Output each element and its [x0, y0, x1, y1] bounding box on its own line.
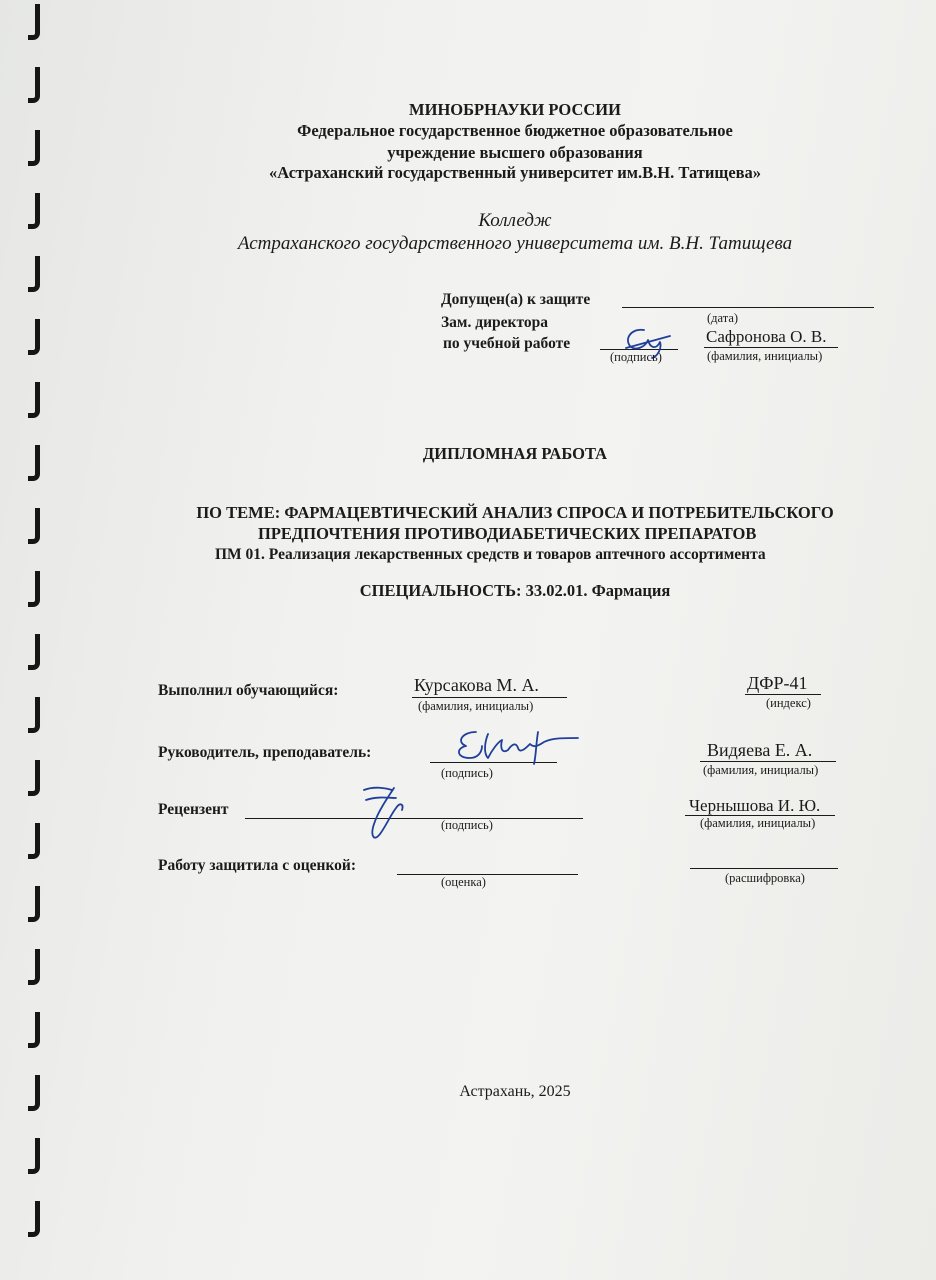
binding-ring	[28, 4, 40, 40]
student-group: ДФР-41	[747, 673, 808, 693]
grade-line	[397, 874, 578, 875]
topic-line-2: ПРЕДПОЧТЕНИЯ ПРОТИВОДИАБЕТИЧЕСКИХ ПРЕПАРАТОВ	[258, 524, 757, 543]
institution-line-1: Федеральное государственное бюджетное образовательное	[297, 121, 733, 140]
supervisor-name-line	[700, 761, 836, 762]
grade-label: Работу защитила с оценкой:	[158, 857, 357, 874]
binding-ring	[28, 697, 40, 733]
supervisor-name-caption: (фамилия, инициалы)	[703, 763, 819, 777]
binding-ring	[28, 634, 40, 670]
binding-ring	[28, 1201, 40, 1237]
reviewer-name-caption: (фамилия, инициалы)	[700, 816, 816, 830]
document-type: ДИПЛОМНАЯ РАБОТА	[422, 444, 608, 463]
reviewer-signature-caption: (подпись)	[441, 818, 493, 832]
deputy-name: Сафронова О. В.	[706, 327, 827, 346]
reviewer-name: Чернышова И. Ю.	[689, 796, 821, 815]
deputy-signature-caption: (подпись)	[610, 350, 662, 364]
institution-line-2: учреждение высшего образования	[387, 143, 643, 162]
deputy-label-2: по учебной работе	[443, 335, 571, 352]
binding-ring	[28, 1012, 40, 1048]
deputy-label: Зам. директора	[441, 314, 548, 331]
binding-ring	[28, 949, 40, 985]
binding-ring	[28, 256, 40, 292]
decode-caption: (расшифровка)	[725, 871, 805, 885]
reviewer-label: Рецензент	[158, 801, 229, 818]
college-line-1: Колледж	[478, 210, 552, 231]
deputy-name-line	[704, 347, 838, 348]
student-label: Выполнил обучающийся:	[158, 682, 339, 699]
college-line-2: Астраханского государственного университета им. В.Н. Татищева	[237, 233, 793, 254]
module-title: ПМ 01. Реализация лекарственных средств и товаров аптечного ассортимента	[215, 546, 766, 563]
binding-ring	[28, 886, 40, 922]
student-name-line	[412, 697, 567, 698]
binding-ring	[28, 823, 40, 859]
specialty: СПЕЦИАЛЬНОСТЬ: 33.02.01. Фармация	[359, 581, 671, 600]
supervisor-signature	[452, 726, 582, 766]
student-name: Курсакова М. А.	[414, 675, 539, 695]
city-year: Астрахань, 2025	[459, 1083, 571, 1100]
university-name: «Астраханский государственный университет им.В.Н. Татищева»	[268, 163, 762, 182]
binding-ring	[28, 760, 40, 796]
grade-caption: (оценка)	[441, 875, 486, 889]
supervisor-name: Видяева Е. А.	[707, 740, 813, 760]
deputy-name-caption: (фамилия, инициалы)	[707, 349, 823, 363]
supervisor-label: Руководитель, преподаватель:	[158, 744, 372, 761]
decode-line	[690, 868, 838, 869]
admitted-label: Допущен(а) к защите	[441, 291, 591, 308]
date-caption: (дата)	[707, 311, 739, 325]
student-group-caption: (индекс)	[766, 696, 811, 710]
date-line	[622, 307, 874, 308]
binding-ring	[28, 382, 40, 418]
supervisor-signature-caption: (подпись)	[441, 766, 493, 780]
reviewer-signature	[356, 782, 416, 846]
binding-ring	[28, 1138, 40, 1174]
student-name-caption: (фамилия, инициалы)	[418, 699, 534, 713]
student-group-line	[745, 694, 821, 695]
binding-ring	[28, 319, 40, 355]
binding-ring	[28, 67, 40, 103]
ministry-name: МИНОБРНАУКИ РОССИИ	[409, 100, 621, 119]
topic-line-1: ПО ТЕМЕ: ФАРМАЦЕВТИЧЕСКИЙ АНАЛИЗ СПРОСА И ПОТРЕБИТЕЛЬСКОГО	[196, 503, 834, 522]
